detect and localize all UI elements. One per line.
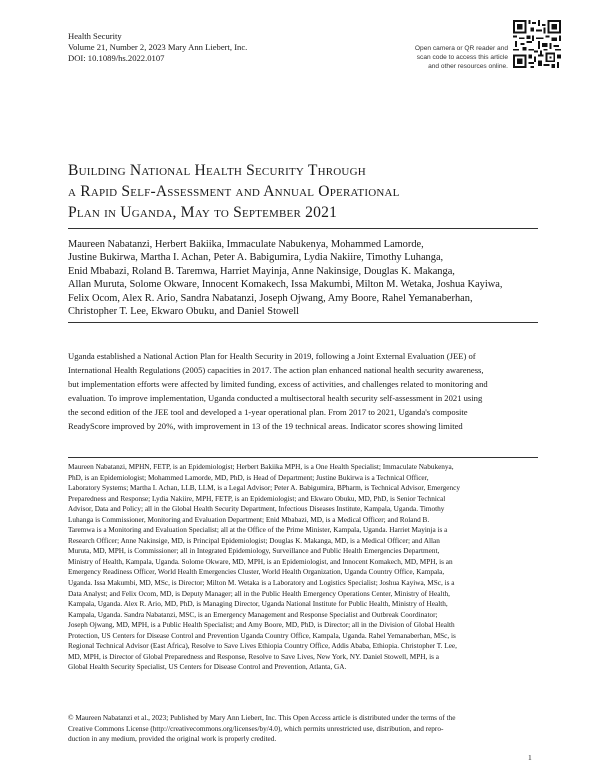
abstract: Uganda established a National Action Plan for Health Security in 2019, following a Joint External Evaluation (JEE) of International Health Regulations (2005) capacities in 2017. The action plan enhanced national health security awareness, but implementation efforts were affected by limited funding, excess of activities, and challenges related to monitoring and evaluation. To improve implementation, Uganda conducted a multisectoral health security self-assessment in 2021 using the second edition of the JEE tool and developed a 1-year operational plan. From 2017 to 2021, Uganda's composite ReadyScore improved by 20%, with improvement in 13 of the 19 technical areas. Indicator scores showing limited	[68, 351, 488, 432]
qr-code-icon[interactable]	[513, 20, 561, 68]
journal-doi[interactable]: DOI: 10.1089/hs.2022.0107	[68, 53, 165, 63]
copyright-notice: © Maureen Nabatanzi et al., 2023; Published by Mary Ann Liebert, Inc. This Open Access article is distributed under the terms of the Creative Commons License (http://creativecommons.org/licenses/by/4.0), which permits unrestricted use, distribution, and repro- duction in any medium, provided the original work is properly credited.	[68, 714, 456, 744]
article-title: Building National Health Security Through a Rapid Self-Assessment and Annual Operational Plan in Uganda, May to September 2021	[68, 162, 400, 221]
affiliations-footnote: Maureen Nabatanzi, MPHN, FETP, is an Epidemiologist; Herbert Bakiika MPH, is a One Health Specialist; Immaculate Nabukenya, PhD, is an Epidemiologist; Mohammed Lamorde, MD, PhD, is Head of Department; Justine Bukirwa is a Technical Officer, Laboratory Systems; Martha I. Achan, LLB, LLM, is a Legal Advisor; Peter A. Babigumira, BPharm, is Technical Advisor, Emergency Preparedness and Response; Lydia Nakiire, MPH, FETP, is an Epidemiologist; and Ekwaro Obuku, MD, PhD, is Senior Technical Advisor, Data and Policy; all in the Global Health Security Department, Infectious Diseases Institute, Kampala, Uganda. Timothy Luhanga is Commissioner, Monitoring and Evaluation Department; Enid Mbabazi, MD, is a Medical Officer; and Roland B. Taremwa is a Monitoring and Evaluation Specialist; all at the Office of the Prime Minister, Kampala, Uganda. Harriet Mayinja is a Research Officer; Anne Nakinsige, MD, is Principal Epidemiologist; Douglas K. Makanga, MD, is a Medical Officer; and Allan Muruta, MD, MPH, is Commissioner; all in Integrated Epidemiology, Surveillance and Public Health Emergencies Department, Ministry of Health, Kampala, Uganda. Solome Okware, MD, MPH, is an Epidemiologist, and Innocent Komakech, MD, MPH, is an Emergency Readiness Officer, World Health Emergencies Cluster, World Health Organization, Uganda Country Office, Kampala, Uganda. Issa Makumbi, MD, MSc, is Director; Milton M. Wetaka is a Laboratory and Logistics Specialist; Joshua Kayiwa, MSc, is a Data Analyst; and Felix Ocom, MD, is Deputy Manager; all in the Public Health Emergency Operations Center, Ministry of Health, Kampala, Uganda. Alex R. Ario, MD, PhD, is Managing Director, Uganda National Institute for Public Health, Ministry of Health, Kampala, Uganda. Sandra Nabatanzi, MSC, is an Emergency Management and Response Specialist and Outbreak Coordinator; Joseph Ojwang, MD, MPH, is a Public Health Specialist; and Amy Boore, MD, PhD, is Director; all in the Division of Global Health Protection, US Centers for Disease Control and Prevention Uganda Country Office, Kampala, Uganda. Rahel Yemanaberhan, MSc, is Regional Technical Advisor (East Africa), Resolve to Save Lives Ethiopia Country Office, Addis Ababa, Ethiopia. Christopher T. Lee, MD, MPH, is Director of Global Preparedness and Response, Resolve to Save Lives, New York, NY. Daniel Stowell, MPH, is a Global Health Security Specialist, US Centers for Disease Control and Prevention, Atlanta, GA.	[68, 463, 460, 672]
journal-name: Health Security	[68, 31, 122, 41]
journal-header	[68, 31, 247, 64]
page-number: 1	[528, 753, 532, 762]
title-divider	[68, 228, 538, 229]
authors-divider	[68, 322, 538, 323]
qr-note: Open camera or QR reader and scan code to access this article and other resources online.	[414, 45, 508, 70]
author-list: Maureen Nabatanzi, Herbert Bakiika, Immaculate Nabukenya, Mohammed Lamorde, Justine Bukirwa, Martha I. Achan, Peter A. Babigumira, Lydia Nakiire, Timothy Luhanga, Enid Mbabazi, Roland B. Taremwa, Harriet Mayinja, Anne Nakinsige, Douglas K. Makanga, Allan Muruta, Solome Okware, Innocent Komakech, Issa Makumbi, Milton M. Wetaka, Joshua Kayiwa, Felix Ocom, Alex R. Ario, Sandra Nabatanzi, Joseph Ojwang, Amy Boore, Rahel Yemanaberhan, Christopher T. Lee, Ekwaro Obuku, and Daniel Stowell	[68, 239, 503, 318]
footnote-divider	[68, 457, 538, 458]
journal-volume: Volume 21, Number 2, 2023 Mary Ann Liebert, Inc.	[68, 42, 248, 52]
